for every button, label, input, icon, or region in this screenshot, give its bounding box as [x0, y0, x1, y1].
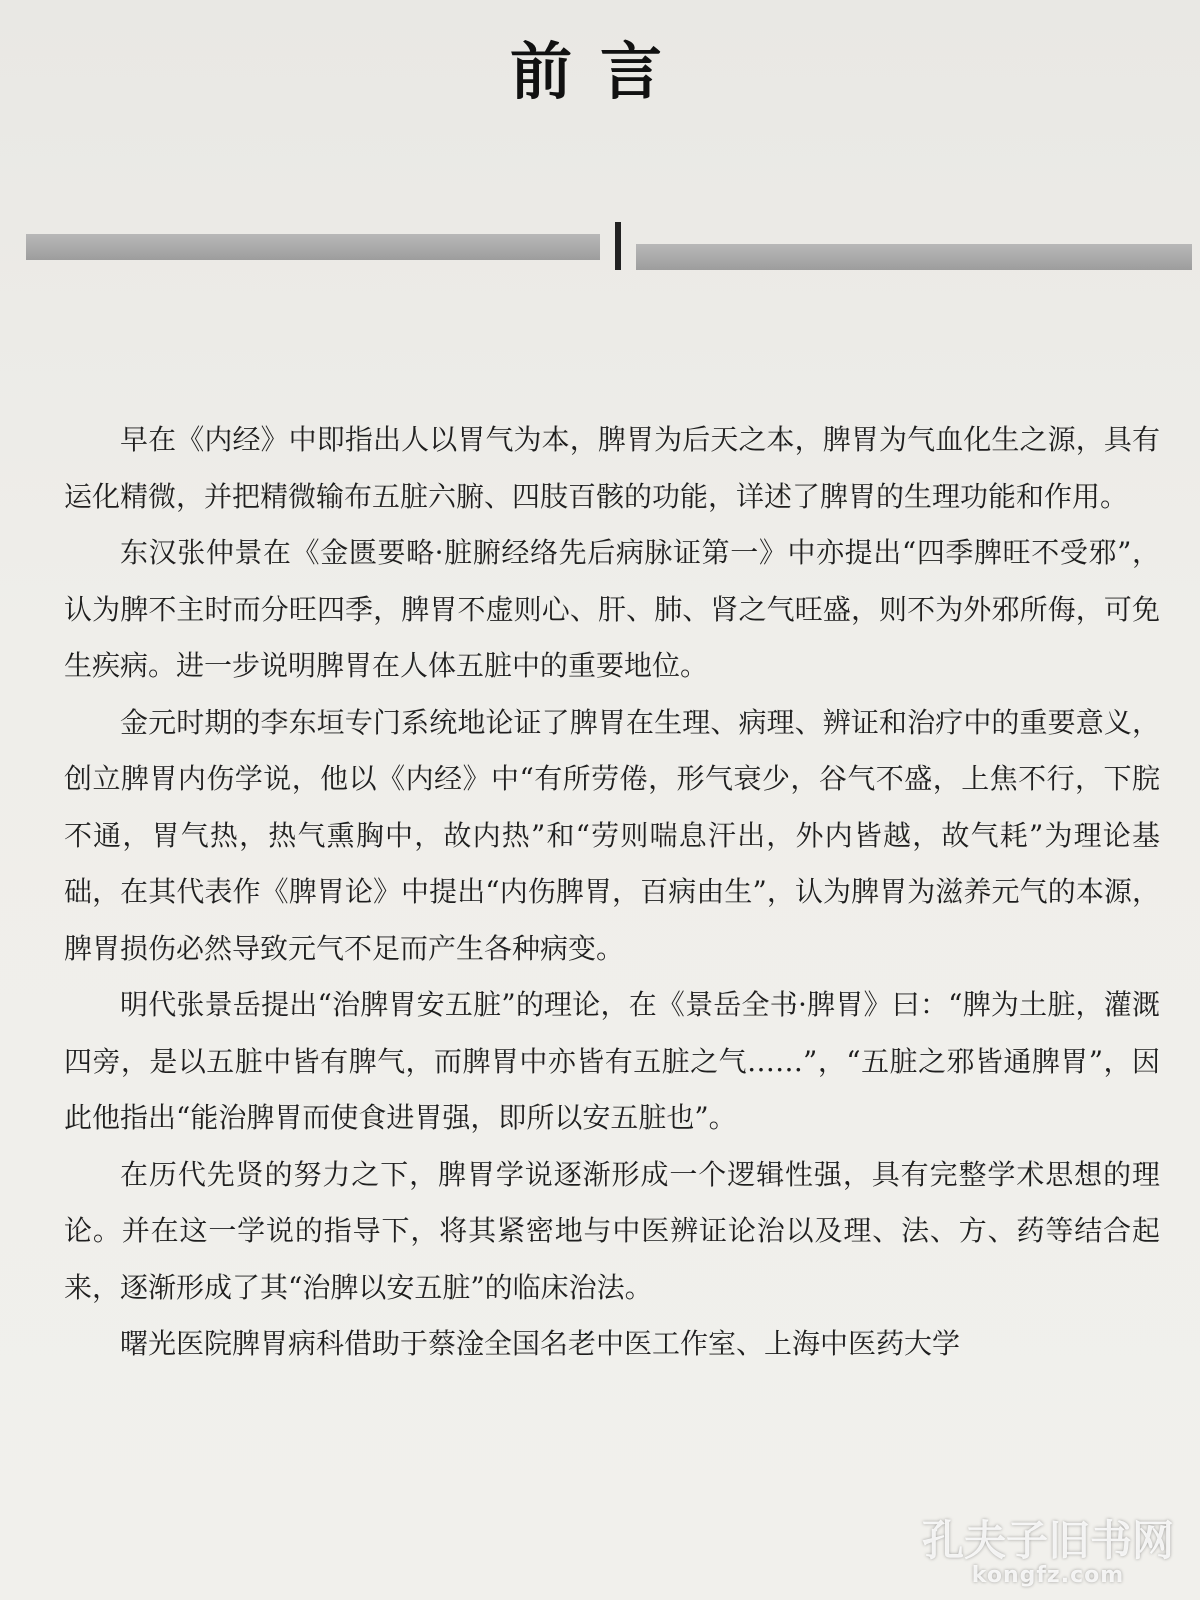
watermark: [921, 1515, 1174, 1588]
watermark-domain: kongfz.com: [971, 1562, 1125, 1588]
page-title: 前言: [509, 35, 690, 108]
paragraph: 在历代先贤的努力之下，脾胃学说逐渐形成一个逻辑性强，具有完整学术思想的理论。并在这一学说的指导下，将其紧密地与中医辨证论治以及理、法、方、药等结合起来，逐渐形成了其“治脾以安五脏”的临床治法。: [64, 1157, 1160, 1304]
watermark-text: 孔夫子旧书网: [921, 1515, 1174, 1565]
paragraph: 曙光医院脾胃病科借助于蔡淦全国名老中医工作室、上海中医药大学: [120, 1327, 961, 1360]
paragraph: 东汉张仲景在《金匮要略·脏腑经络先后病脉证第一》中亦提出“四季脾旺不受邪”，认为脾不主时而分旺四季，脾胃不虚则心、肝、肺、肾之气旺盛，则不为外邪所侮，可免生疾病。进一步说明脾胃在人体五脏中的重要地位。: [64, 536, 1160, 682]
paragraph: 金元时期的李东垣专门系统地论证了脾胃在生理、病理、辨证和治疗中的重要意义，创立脾胃内伤学说，他以《内经》中“有所劳倦，形气衰少，谷气不盛，上焦不行，下脘不通，胃气热，热气熏胸中，故内热”和“劳则喘息汗出，外内皆越，故气耗”为理论基础，在其代表作《脾胃论》中提出“内伤脾胃，百病由生”，认为脾胃为滋养元气的本源，脾胃损伤必然导致元气不足而产生各种病变。: [64, 705, 1160, 965]
header-bar-left: [26, 234, 600, 260]
paragraph: 明代张景岳提出“治脾胃安五脏”的理论，在《景岳全书·脾胃》曰：“脾为土脏，灌溉四旁，是以五脏中皆有脾气，而脾胃中亦皆有五脏之气……”，“五脏之邪皆通脾胃”，因此他指出“能治脾胃而使食进胃强，即所以安五脏也”。: [64, 988, 1160, 1134]
header-bar-divider: [615, 222, 621, 270]
paragraph: 早在《内经》中即指出人以胃气为本，脾胃为后天之本，脾胃为气血化生之源，具有运化精微，并把精微输布五脏六腑、四肢百骸的功能，详述了脾胃的生理功能和作用。: [64, 423, 1160, 513]
header-bar-right: [636, 244, 1192, 270]
body-text: [64, 412, 1160, 1373]
